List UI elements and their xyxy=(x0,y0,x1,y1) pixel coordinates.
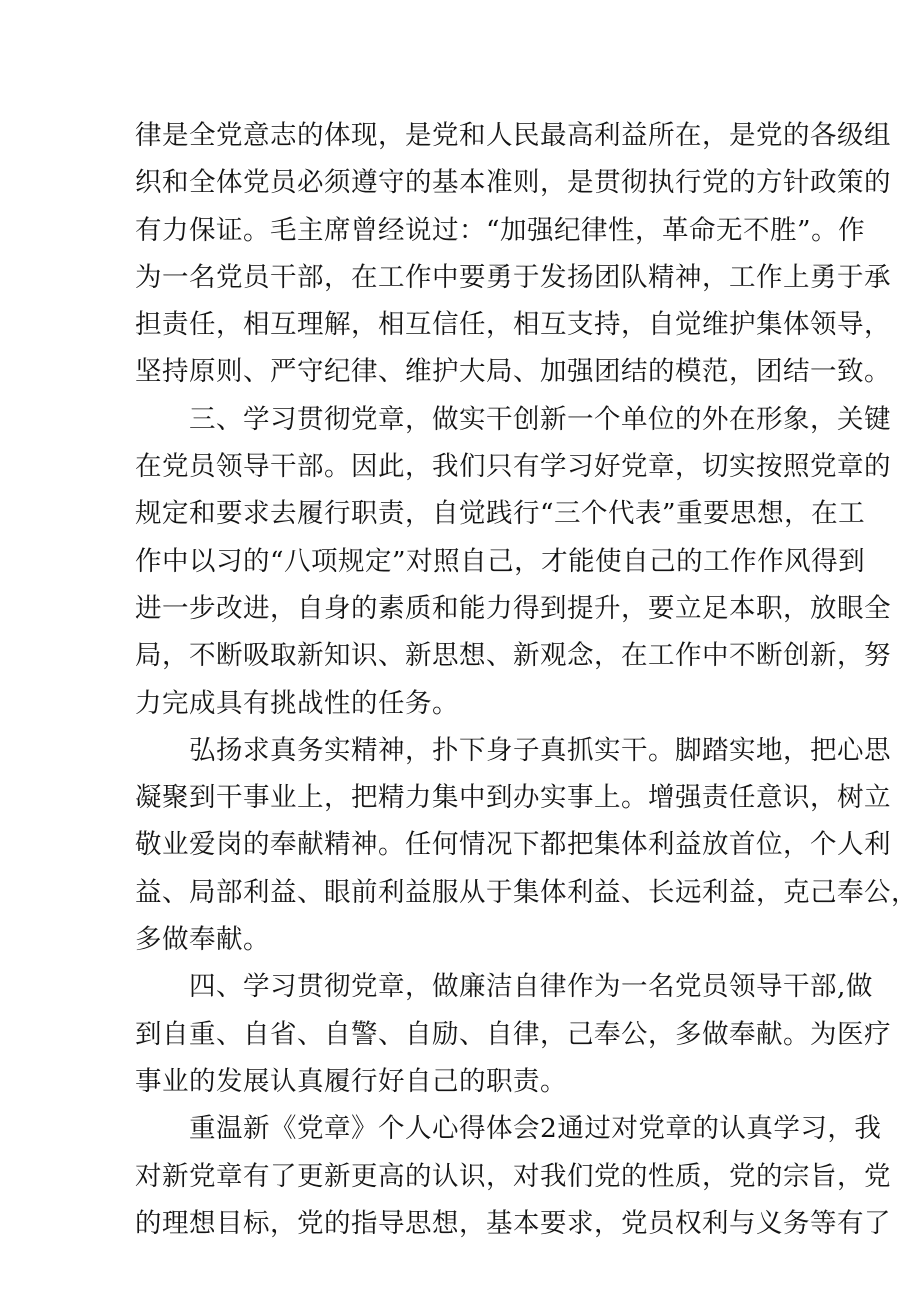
text-line: 重温新《党章》个人心得体会2通过对党章的认真学习，我 xyxy=(135,1113,882,1145)
text-line: 力完成具有挑战性的任务。 xyxy=(135,687,459,719)
text-line: 为一名党员干部，在工作中要勇于发扬团队精神，工作上勇于承 xyxy=(135,261,891,293)
paragraph xyxy=(135,1105,891,1247)
text-line: 三、学习贯彻党章，做实干创新一个单位的外在形象，关键 xyxy=(135,403,891,435)
paragraph xyxy=(135,396,891,727)
text-line: 在党员领导干部。因此，我们只有学习好党章，切实按照党章的 xyxy=(135,451,891,483)
text-line: 四、学习贯彻党章，做廉洁自律作为一名党员领导干部,做 xyxy=(135,971,873,1003)
text-line: 织和全体党员必须遵守的基本准则，是贯彻执行党的方针政策的 xyxy=(135,167,891,199)
document-body xyxy=(135,112,918,1247)
text-line: 规定和要求去履行职责，自觉践行“三个代表”重要思想，在工 xyxy=(135,498,866,530)
text-line: 敬业爱岗的奉献精神。任何情况下都把集体利益放首位，个人利 xyxy=(135,829,891,861)
text-line: 多做奉献。 xyxy=(135,924,270,956)
text-line: 对新党章有了更新更高的认识，对我们党的性质，党的宗旨，党 xyxy=(135,1160,891,1192)
paragraph xyxy=(135,963,891,1105)
text-line: 的理想目标，党的指导思想，基本要求，党员权利与义务等有了 xyxy=(135,1207,891,1239)
text-line: 担责任，相互理解，相互信任，相互支持，自觉维护集体领导， xyxy=(135,309,891,341)
paragraph xyxy=(135,727,918,963)
text-line: 到自重、自省、自警、自励、自律，己奉公，多做奉献。为医疗 xyxy=(135,1018,891,1050)
text-line: 凝聚到干事业上，把精力集中到办实事上。增强责任意识，树立 xyxy=(135,782,891,814)
text-line: 事业的发展认真履行好自己的职责。 xyxy=(135,1065,567,1097)
text-line: 益、局部利益、眼前利益服从于集体利益、长远利益，克己奉公， xyxy=(135,876,918,908)
text-line: 作中以习的“八项规定”对照自己，才能使自己的工作作风得到 xyxy=(135,545,866,577)
text-line: 进一步改进，自身的素质和能力得到提升，要立足本职，放眼全 xyxy=(135,592,891,624)
text-line: 坚持原则、严守纪律、维护大局、加强团结的模范，团结一致。 xyxy=(135,356,891,388)
text-line: 律是全党意志的体现，是党和人民最高利益所在，是党的各级组 xyxy=(135,120,891,151)
text-line: 局，不断吸取新知识、新思想、新观念，在工作中不断创新，努 xyxy=(135,640,891,672)
text-line: 弘扬求真务实精神，扑下身子真抓实干。脚踏实地，把心思 xyxy=(135,734,891,766)
text-line: 有力保证。毛主席曾经说过：“加强纪律性，革命无不胜”。作 xyxy=(135,214,866,246)
paragraph xyxy=(135,112,891,396)
